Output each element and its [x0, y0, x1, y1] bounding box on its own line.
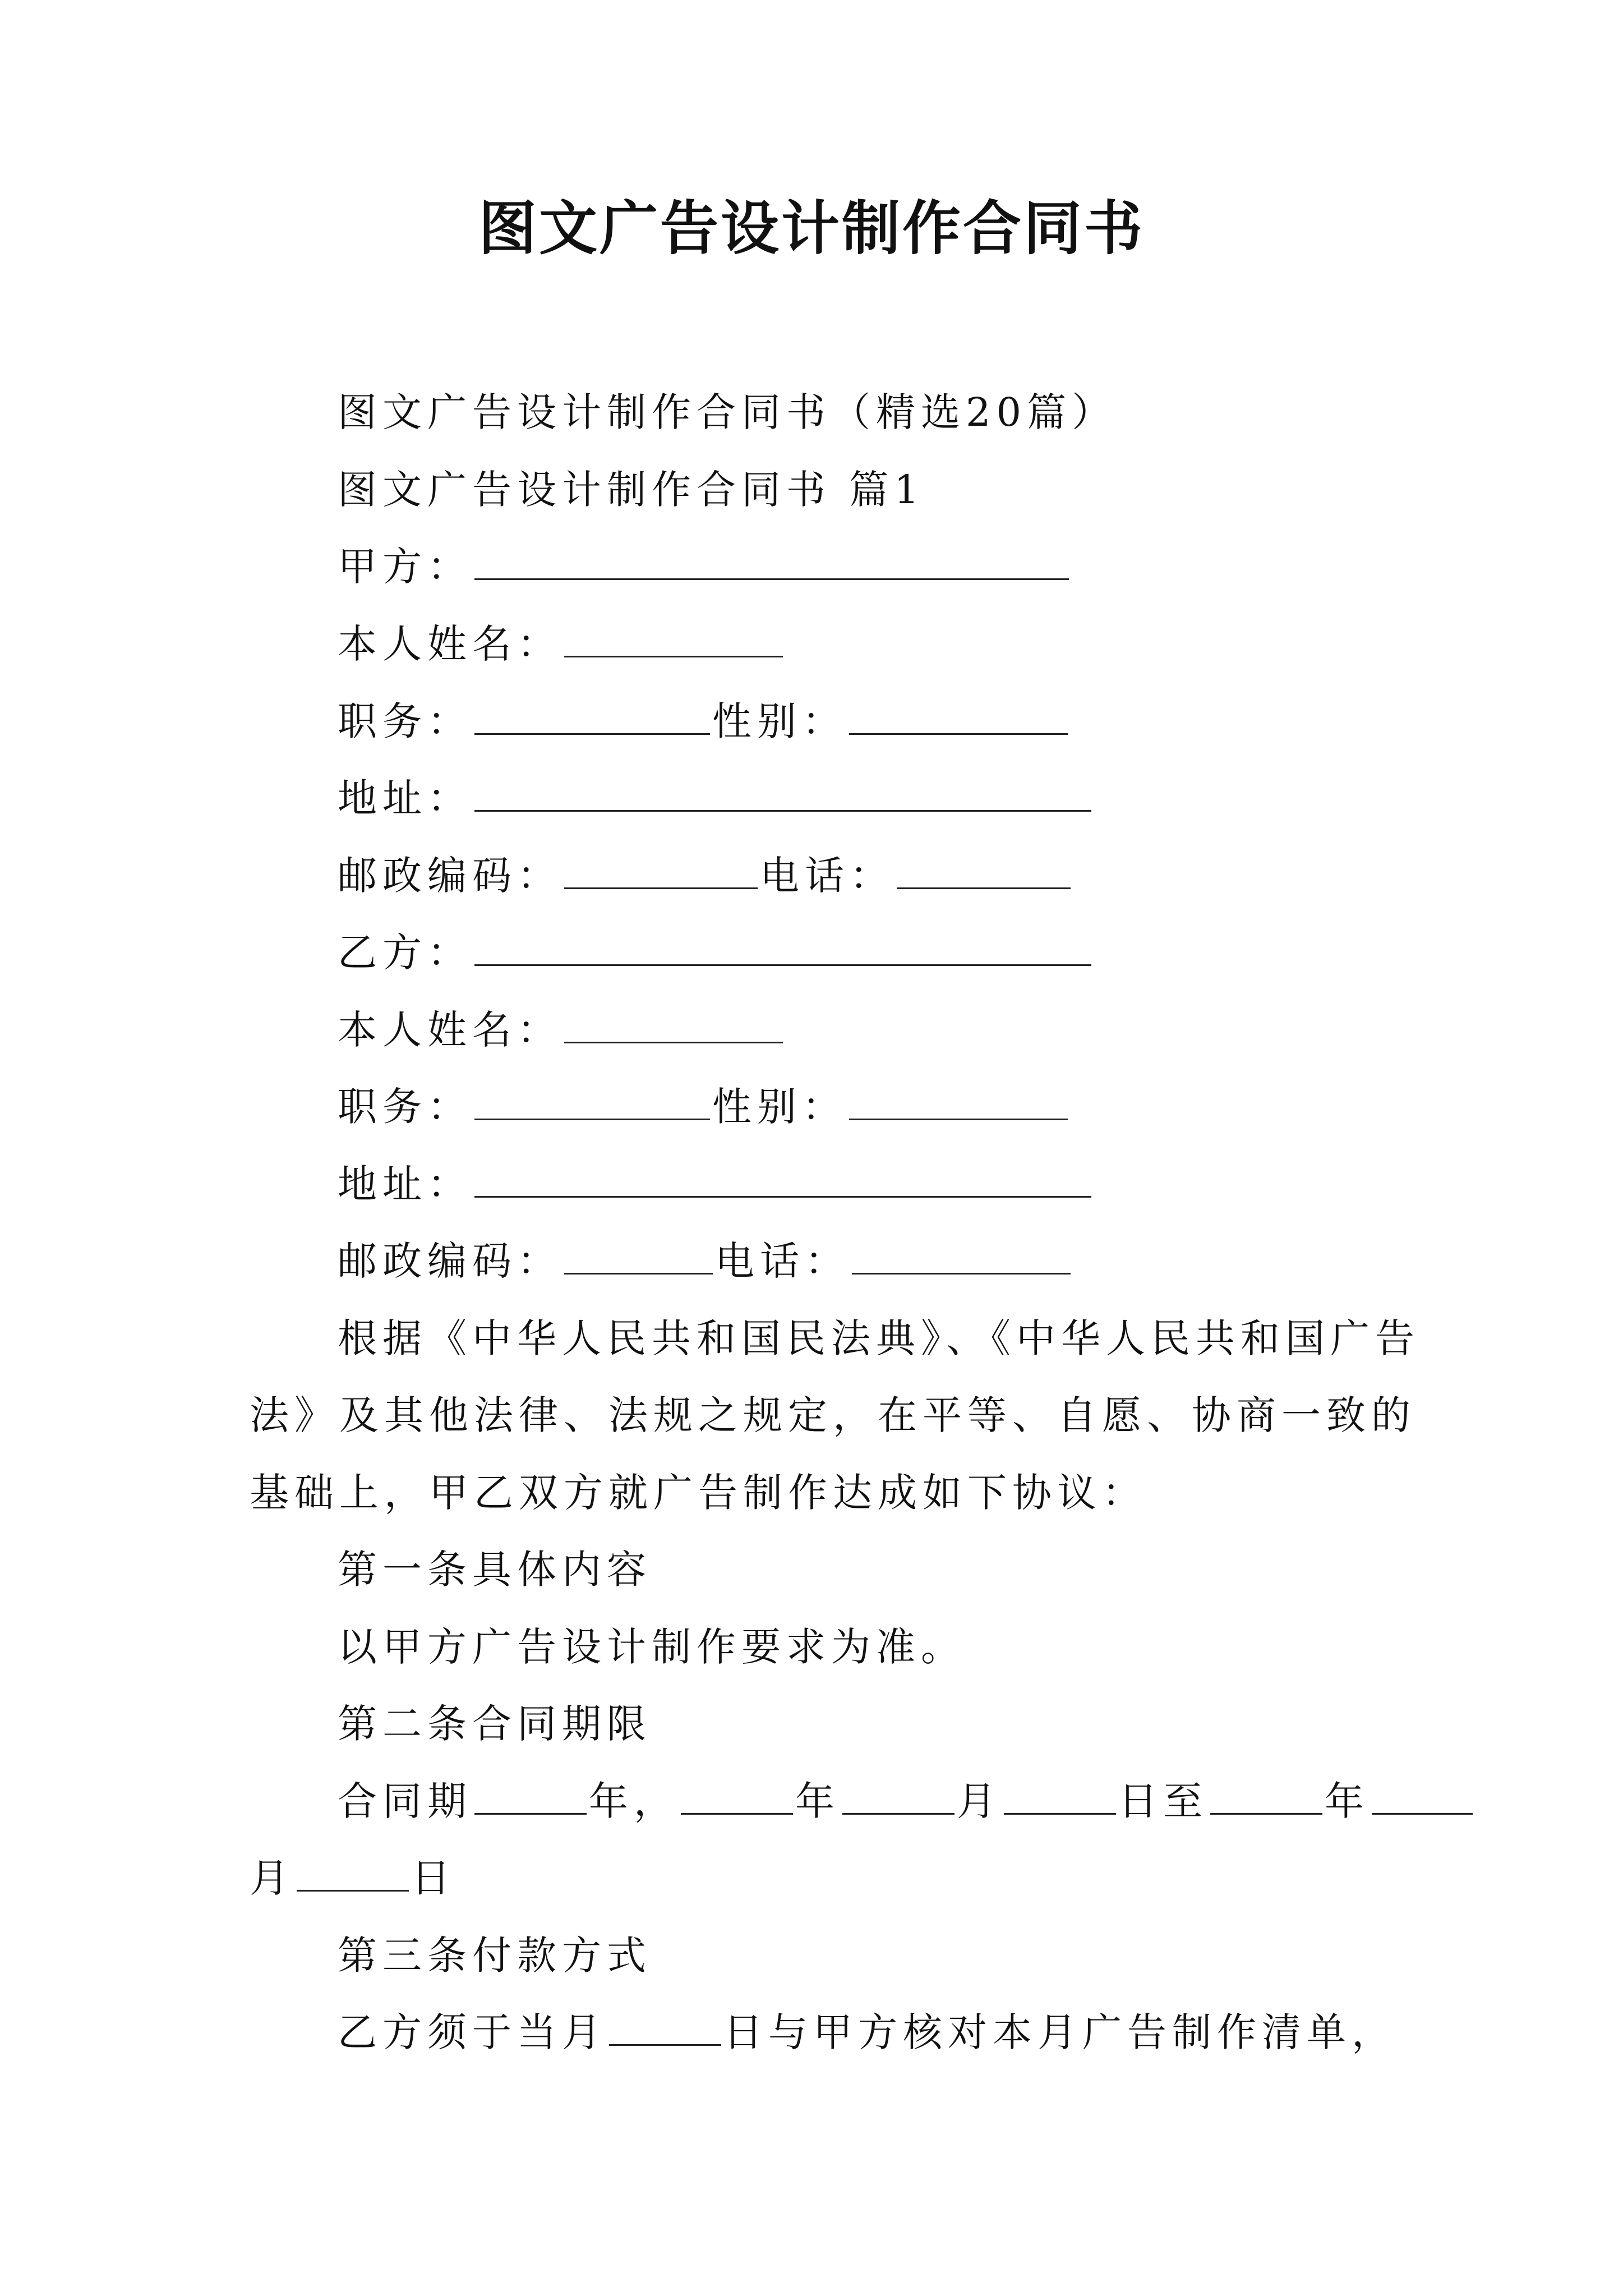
article-2-term-row-2	[250, 1855, 456, 1901]
section-heading: 图文广告设计制作合同书 篇1	[338, 467, 925, 513]
preamble-line-1: 根据《中华人民共和国民法典》、《中华人民共和国广告	[338, 1315, 1420, 1361]
article-3-text-start: 乙方须于当月	[338, 2009, 607, 2055]
article-1-heading: 第一条具体内容	[338, 1547, 652, 1593]
document-title: 图文广告设计制作合同书	[478, 194, 1145, 263]
article-3-day-blank	[609, 2013, 721, 2046]
article-2-term-row	[338, 1778, 1475, 1824]
preamble-line-2: 法》及其他法律、法规之规定，在平等、自愿、协商一致的	[250, 1392, 1416, 1438]
party-a-position-row	[338, 698, 1070, 744]
party-a-blank	[474, 547, 1069, 580]
party-a-label: 甲方：	[338, 544, 472, 590]
party-a-postcode-label: 邮政编码：	[338, 853, 562, 899]
document-subtitle: 图文广告设计制作合同书（精选20篇）	[338, 389, 1117, 435]
term-blank-4	[1004, 1782, 1116, 1815]
party-b-label: 乙方：	[338, 930, 472, 976]
party-a-position-label: 职务：	[338, 698, 472, 744]
party-a-gender-label: 性别：	[712, 698, 847, 744]
term-blank-3	[842, 1782, 955, 1815]
party-b-address-blank	[474, 1165, 1091, 1198]
term-month: 月	[957, 1778, 1002, 1824]
party-a-postcode-row	[338, 853, 1073, 899]
party-b-phone-blank	[852, 1241, 1071, 1274]
party-a-name-blank	[564, 624, 783, 657]
party-b-address-row	[338, 1161, 1094, 1207]
party-b-blank	[474, 933, 1091, 966]
article-3-text-end: 日与甲方核对本月广告制作清单，	[723, 2009, 1396, 2055]
party-b-position-row	[338, 1084, 1070, 1130]
term-day-end: 日	[411, 1855, 456, 1901]
party-b-row	[338, 930, 1094, 976]
party-a-address-label: 地址：	[338, 775, 472, 821]
party-a-phone-label: 电话：	[760, 853, 895, 899]
party-a-row	[338, 544, 1071, 590]
article-3-text-row	[338, 2009, 1396, 2055]
party-a-address-blank	[474, 779, 1091, 812]
term-blank-6	[1372, 1782, 1473, 1815]
party-b-postcode-blank	[564, 1241, 713, 1274]
party-a-address-row	[338, 775, 1094, 821]
party-a-position-blank	[474, 702, 710, 735]
term-year-2: 年	[795, 1778, 840, 1824]
term-blank-2	[681, 1782, 793, 1815]
term-blank-1	[474, 1782, 587, 1815]
preamble-line-3: 基础上，甲乙双方就广告制作达成如下协议：	[250, 1470, 1147, 1516]
term-blank-5	[1210, 1782, 1322, 1815]
party-a-name-label: 本人姓名：	[338, 621, 562, 667]
term-blank-7	[297, 1858, 409, 1892]
party-b-postcode-row	[338, 1238, 1073, 1284]
article-1-text: 以甲方广告设计制作要求为准。	[338, 1624, 966, 1670]
party-b-name-blank	[564, 1010, 783, 1043]
party-a-phone-blank	[897, 856, 1071, 889]
party-b-position-label: 职务：	[338, 1084, 472, 1130]
party-b-name-row	[338, 1007, 785, 1053]
article-3-heading: 第三条付款方式	[338, 1932, 652, 1978]
term-label: 合同期	[338, 1778, 472, 1824]
party-a-gender-blank	[849, 702, 1068, 735]
party-b-gender-label: 性别：	[712, 1084, 847, 1130]
party-b-gender-blank	[849, 1087, 1068, 1120]
article-2-heading: 第二条合同期限	[338, 1701, 652, 1747]
party-a-postcode-blank	[564, 856, 758, 889]
term-year-1: 年，	[589, 1778, 679, 1824]
term-month-2: 月	[250, 1855, 294, 1901]
party-b-postcode-label: 邮政编码：	[338, 1238, 562, 1284]
term-year-3: 年	[1325, 1778, 1370, 1824]
party-b-name-label: 本人姓名：	[338, 1007, 562, 1053]
party-a-name-row	[338, 621, 785, 667]
party-b-address-label: 地址：	[338, 1161, 472, 1207]
party-b-phone-label: 电话：	[715, 1238, 850, 1284]
party-b-position-blank	[474, 1087, 710, 1120]
term-day-to: 日至	[1118, 1778, 1208, 1824]
